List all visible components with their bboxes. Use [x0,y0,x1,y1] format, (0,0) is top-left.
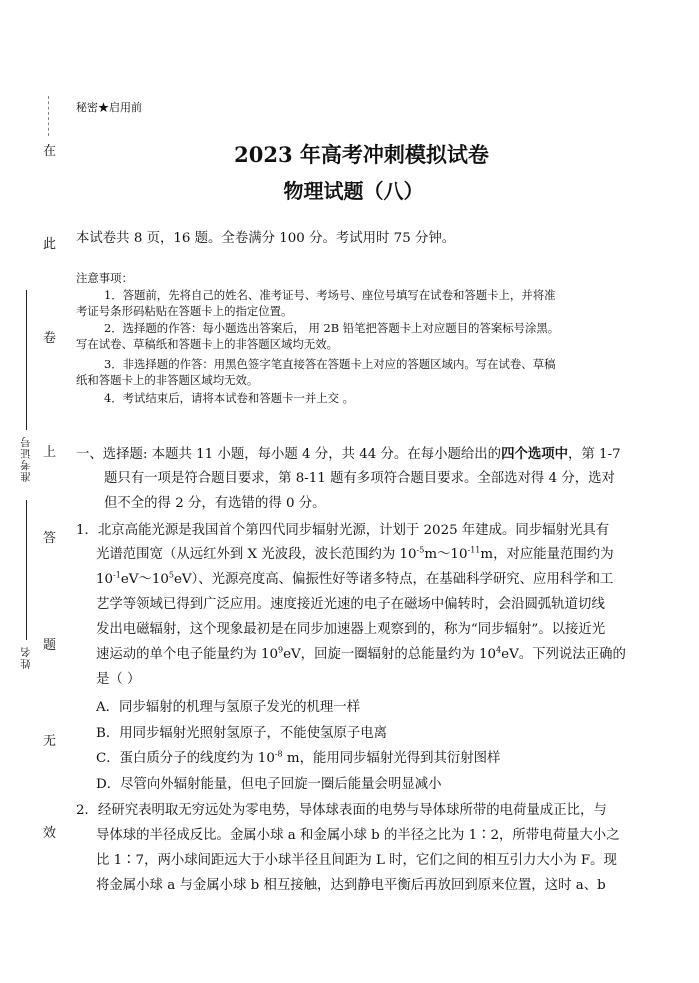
exam-intro: 本试卷共 8 页，16 题。全卷满分 100 分。考试用时 75 分钟。 [76,231,456,246]
section-instruction: 但不全的得 2 分，有选错的得 0 分。 [104,496,326,511]
q1-stem-line: 是（ ） [96,672,141,687]
exam-id-label: 准考证号 [20,436,32,482]
sidebar-char: 卷 [43,331,57,346]
q1-stem-line: 光谱范围宽（从远红外到 X 光波段，波长范围约为 $10^{-5}m\sim 10^{-11}m$，对应能量范围约为 [96,545,614,562]
sidebar-char: 效 [43,826,57,841]
q2-stem-line: 导体球的半径成反比。金属小球 a 和金属小球 b 的半径之比为 1∶2，所带电荷量大小之 [96,828,620,843]
q1-option-d: D．尽管向外辐射能量，但电子回旋一圈后能量会明显减小 [96,777,442,792]
sidebar-char: 此 [43,237,57,252]
notice-heading: 注意事项： [76,271,133,285]
q1-stem-line: 速运动的单个电子能量约为 $10^9eV$，回旋一圈辐射的总能量约为 $10^4eV$。下列说法正确的 [96,645,626,662]
q1-option-c: C．蛋白质分子的线度约为 $10^{-8}$ m，能用同步辐射光得到其衍射图样 [96,749,501,766]
sidebar-char: 上 [43,445,57,460]
q1-option-a: A．同步辐射的机理与氢原子发光的机理一样 [96,700,361,715]
q1-stem-line: $10^{-1}eV\sim 10^5eV$）、光源亮度高、偏振性好等诸多特点，在基础科学研究、应用科学和工 [96,570,614,587]
sidebar-char: 答 [43,531,57,546]
name-underline [26,500,27,640]
notice-line: 考证号条形码粘贴在答题卡上的指定位置。 [76,304,293,318]
notice-line: 纸和答题卡上的非答题区域均无效。 [76,373,259,387]
q1-stem-line: 发出电磁辐射，这个现象最初是在同步加速器上观察到的，称为“同步辐射”。以接近光 [96,622,606,637]
secret-label: 秘密★启用前 [76,101,142,114]
q1-stem-line: 艺学等领域已得到广泛应用。速度接近光速的电子在磁场中偏转时，会沿圆弧轨道切线 [96,597,605,612]
page-subtitle: 物理试题（八） [283,179,424,203]
notice-line: 1．答题前，先将自己的姓名、准考证号、考场号、座位号填写在试卷和答题卡上，并将准 [104,288,556,302]
exam-id-underline [26,290,27,430]
name-label: 姓名 [20,646,32,669]
sidebar-char: 题 [43,638,57,653]
notice-line: 2．选择题的作答：每小题选出答案后， 用 2B 铅笔把答题卡上对应题目的答案标号涂黑。 [104,321,560,335]
binding-line-top [48,96,49,136]
section-heading: 一、选择题: 本题共 11 小题，每小题 4 分，共 44 分。在每小题给出的四个选项中，第 1-7 [76,446,621,462]
section-instruction: 题只有一项是符合题目要求，第 8-11 题有多项符合题目要求。全部选对得 4 分，选对 [104,471,615,486]
q1-option-b: B．用同步辐射光照射氢原子，不能使氢原子电离 [96,726,388,741]
notice-line: 3．非选择题的作答：用黑色签字笔直接答在答题卡上对应的答题区域内。写在试卷、草稿 [104,357,556,371]
q2-stem-line: 2．经研究表明取无穷远处为零电势，导体球表面的电势与导体球所带的电荷量成正比，与 [76,803,607,818]
q2-stem-line: 将金属小球 a 与金属小球 b 相互接触，达到静电平衡后再放回到原来位置，这时 a、b [96,878,606,893]
q1-stem-line: 1．北京高能光源是我国首个第四代同步辐射光源，计划于 2025 年建成。同步辐射光具有 [76,523,610,538]
page-title: 2023 年高考冲刺模拟试卷 [234,142,489,167]
sidebar-char: 在 [43,144,57,159]
q2-stem-line: 比 1∶7，两小球间距远大于小球半径且间距为 L 时，它们之间的相互引力大小为 F。现 [96,853,617,868]
sidebar-char: 无 [43,734,57,749]
notice-line: 4．考试结束后，请将本试卷和答题卡一并上交 。 [104,391,355,405]
notice-line: 写在试卷、草稿纸和答题卡上的非答题区域均无效。 [76,337,338,351]
